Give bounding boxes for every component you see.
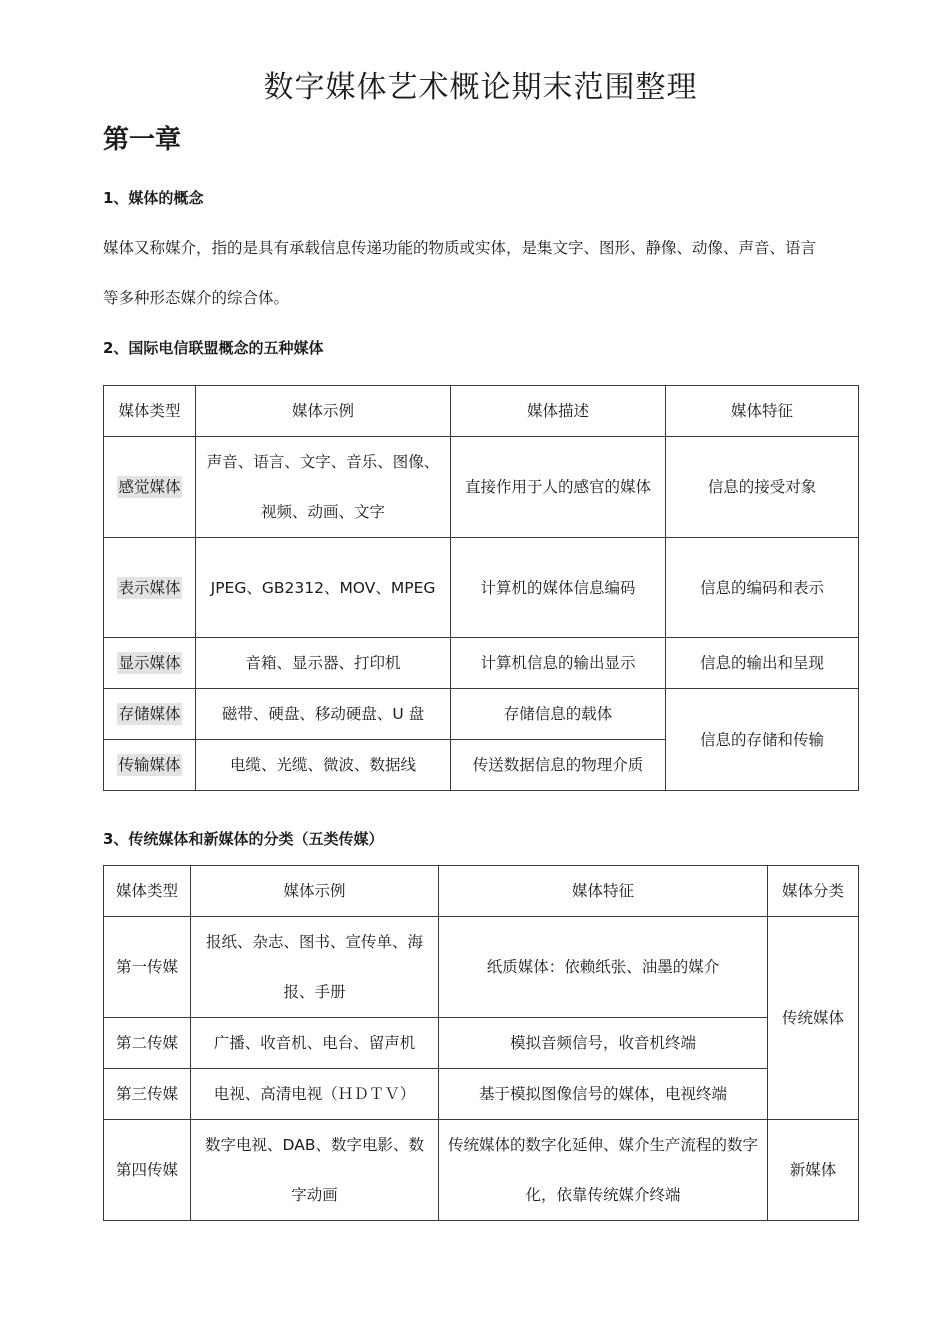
- media-type-cell: [104, 689, 196, 740]
- table-row: [104, 1018, 859, 1069]
- media-example-cell: 磁带、硬盘、移动硬盘、U 盘: [196, 689, 451, 740]
- column-header: 媒体特征: [666, 386, 859, 437]
- media-type-cell: 第三传媒: [104, 1069, 191, 1120]
- media-example-cell: 电缆、光缆、微波、数据线: [196, 740, 451, 791]
- media-type-cell: 第一传媒: [104, 917, 191, 1018]
- highlighted-media-type: 显示媒体: [118, 654, 181, 672]
- table-row: [104, 689, 859, 740]
- highlighted-media-type: 表示媒体: [118, 578, 181, 597]
- table-row: [104, 538, 859, 638]
- media-example-cell: 电视、高清电视（ＨＤＴＶ）: [191, 1069, 439, 1120]
- table-row: [104, 1069, 859, 1120]
- media-feature-cell: 信息的编码和表示: [666, 538, 859, 638]
- media-description-cell: 计算机的媒体信息编码: [451, 538, 666, 638]
- column-header: 媒体类型: [104, 866, 191, 917]
- highlighted-media-type: 传输媒体: [118, 756, 181, 774]
- chapter-heading: 第一章: [103, 125, 182, 155]
- table-header-row: [104, 386, 859, 437]
- table-row: [104, 638, 859, 689]
- media-example-cell: 广播、收音机、电台、留声机: [191, 1018, 439, 1069]
- document-title: 数字媒体艺术概论期末范围整理: [263, 70, 698, 105]
- column-header: 媒体分类: [768, 866, 859, 917]
- media-feature-cell: 信息的接受对象: [666, 437, 859, 538]
- media-feature-cell: 信息的存储和传输: [666, 689, 859, 791]
- column-header: 媒体类型: [104, 386, 196, 437]
- media-type-cell: 第四传媒: [104, 1120, 191, 1221]
- media-description-cell: 直接作用于人的感官的媒体: [451, 437, 666, 538]
- media-type-cell: [104, 740, 196, 791]
- highlighted-media-type: 存储媒体: [118, 705, 181, 723]
- media-type-cell: [104, 437, 196, 538]
- media-type-cell: [104, 538, 196, 638]
- column-header: 媒体示例: [191, 866, 439, 917]
- table-header-row: [104, 866, 859, 917]
- media-example-cell: 数字电视、DAB、数字电影、数字动画: [191, 1120, 439, 1221]
- media-example-cell: 音箱、显示器、打印机: [196, 638, 451, 689]
- media-example-cell: JPEG、GB2312、MOV、MPEG: [196, 538, 451, 638]
- media-example-cell: 报纸、杂志、图书、宣传单、海报、手册: [191, 917, 439, 1018]
- media-category-cell: 传统媒体: [768, 917, 859, 1120]
- paragraph-media-definition: [103, 223, 858, 323]
- media-description-cell: 计算机信息的输出显示: [451, 638, 666, 689]
- itu-media-table: [103, 385, 859, 791]
- table-row: [104, 437, 859, 538]
- media-classification-table: [103, 865, 859, 1221]
- media-example-cell: 声音、语言、文字、音乐、图像、视频、动画、文字: [196, 437, 451, 538]
- media-feature-cell: 信息的输出和呈现: [666, 638, 859, 689]
- table-row: [104, 1120, 859, 1221]
- media-type-cell: 第二传媒: [104, 1018, 191, 1069]
- media-type-cell: [104, 638, 196, 689]
- media-feature-cell: 基于模拟图像信号的媒体，电视终端: [439, 1069, 768, 1120]
- media-description-cell: 存储信息的载体: [451, 689, 666, 740]
- column-header: 媒体描述: [451, 386, 666, 437]
- media-feature-cell: 纸质媒体：依赖纸张、油墨的媒介: [439, 917, 768, 1018]
- media-description-cell: 传送数据信息的物理介质: [451, 740, 666, 791]
- highlighted-media-type: 感觉媒体: [118, 478, 181, 496]
- media-feature-cell: 传统媒体的数字化延伸、媒介生产流程的数字化，依靠传统媒介终端: [439, 1120, 768, 1221]
- paragraph-line: 等多种形态媒介的综合体。: [103, 289, 290, 307]
- section-heading-media-concept: 1、媒体的概念: [103, 189, 204, 207]
- column-header: 媒体特征: [439, 866, 768, 917]
- paragraph-line: 媒体又称媒介，指的是具有承载信息传递功能的物质或实体，是集文字、图形、静像、动像、声音、语言: [103, 239, 817, 257]
- section-heading-media-classification: 3、传统媒体和新媒体的分类（五类传媒）: [103, 830, 384, 848]
- media-feature-cell: 模拟音频信号，收音机终端: [439, 1018, 768, 1069]
- column-header: 媒体示例: [196, 386, 451, 437]
- table-row: [104, 917, 859, 1018]
- section-heading-itu-media: 2、国际电信联盟概念的五种媒体: [103, 339, 324, 357]
- media-category-cell: 新媒体: [768, 1120, 859, 1221]
